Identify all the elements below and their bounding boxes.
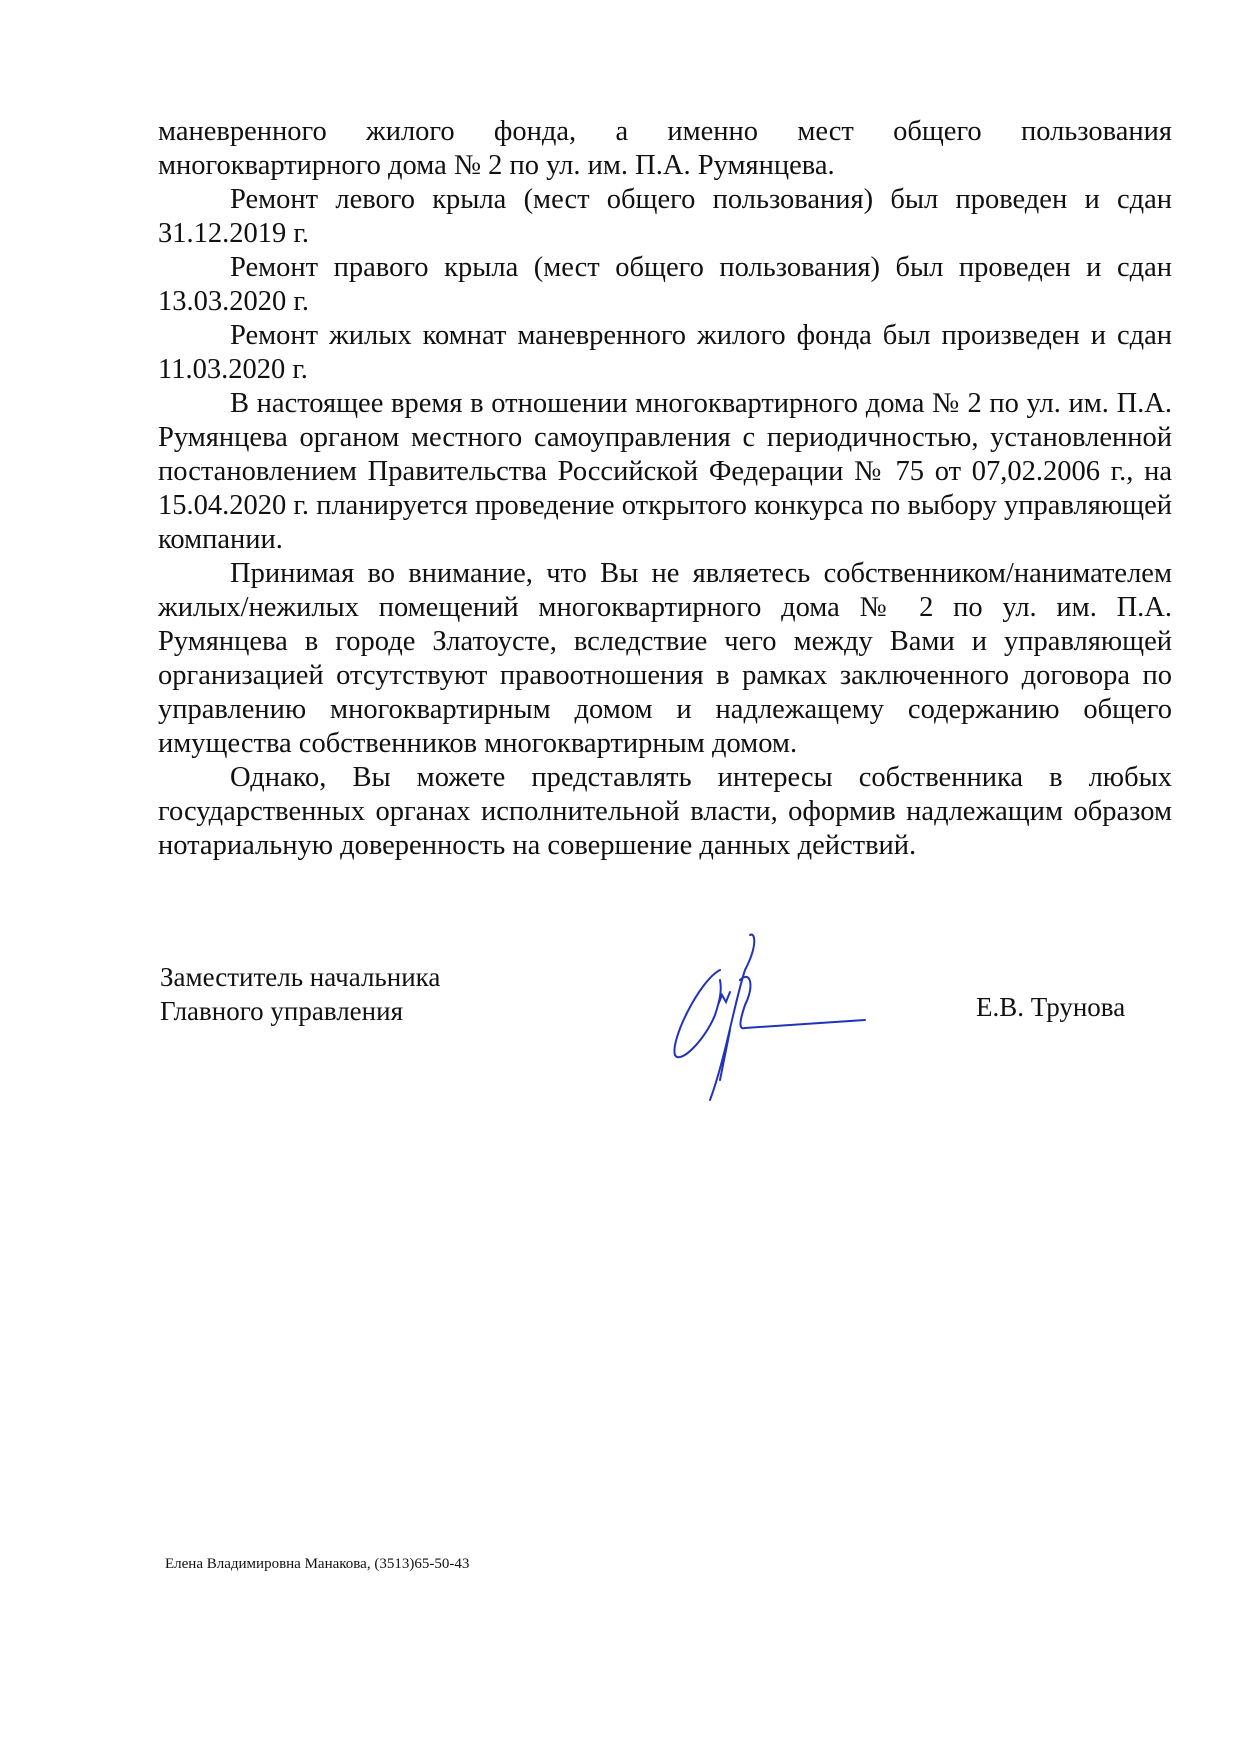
contact-footer: Елена Владимировна Манакова, (3513)65-50-43 — [165, 1556, 470, 1572]
paragraph: Принимая во внимание, что Вы не являетесь собственником/нанимателем жилых/нежилых помещений многоквартирного дома № 2 по ул. им. П.А. Румянцева в городе Златоусте, вследствие чего между Вами и управляющей организацией отсутствуют правоотношения в рамках заключенного договора по управлению многоквартирным домом и надлежащему содержанию общего имущества собственников многоквартирным домом. — [158, 558, 1172, 759]
letter-body — [158, 115, 1172, 863]
paragraph: маневренного жилого фонда, а именно мест общего пользования многоквартирного дома № 2 по ул. им. П.А. Румянцева. — [158, 116, 1172, 181]
paragraph: Ремонт жилых комнат маневренного жилого фонда был произведен и сдан 11.03.2020 г. — [158, 320, 1172, 385]
paragraph: Однако, Вы можете представлять интересы собственника в любых государственных органах исполнительной власти, оформив надлежащим образом нотариальную доверенность на совершение данных действий. — [158, 762, 1172, 861]
paragraph: Ремонт правого крыла (мест общего пользования) был проведен и сдан 13.03.2020 г. — [158, 252, 1172, 317]
paragraph: Ремонт левого крыла (мест общего пользования) был проведен и сдан 31.12.2019 г. — [158, 184, 1172, 249]
signatory-position — [160, 960, 440, 1028]
position-line-1: Заместитель начальника — [160, 962, 441, 992]
position-line-2: Главного управления — [160, 996, 403, 1026]
handwritten-signature — [660, 930, 880, 1110]
paragraph: В настоящее время в отношении многоквартирного дома № 2 по ул. им. П.А. Румянцева органом местного самоуправления с периодичностью, установленной постановлением Правительства Российской Федерации № 75 от 07,02.2006 г., на 15.04.2020 г. планируется проведение открытого конкурса по выбору управляющей компании. — [158, 388, 1172, 555]
signatory-name: Е.В. Трунова — [976, 992, 1126, 1022]
